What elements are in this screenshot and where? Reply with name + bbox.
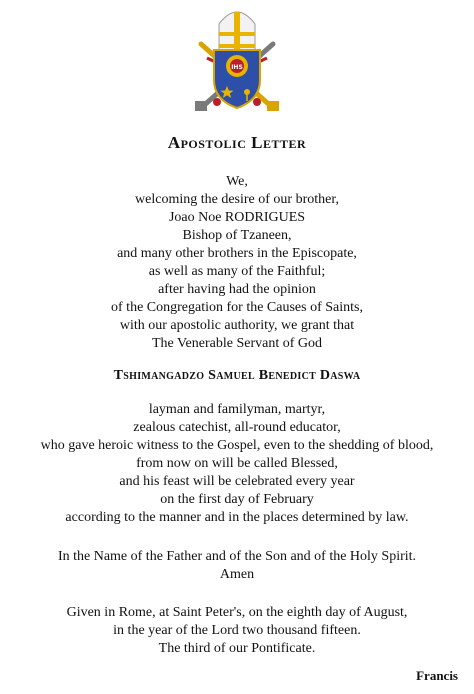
decree-paragraph: [0, 401, 474, 527]
blessing-paragraph: [0, 548, 474, 584]
text-line: on the first day of February: [160, 492, 314, 507]
text-line: and his feast will be celebrated every year: [119, 474, 355, 489]
text-line: of the Congregation for the Causes of Saints,: [111, 300, 363, 315]
text-line: with our apostolic authority, we grant that: [119, 318, 355, 333]
text-line: zealous catechist, all-round educator,: [133, 420, 341, 435]
text-line: in the year of the Lord two thousand fifteen.: [113, 623, 361, 638]
text-line: as well as many of the Faithful;: [148, 264, 326, 279]
intro-paragraph: [0, 173, 474, 353]
text-line: In the Name of the Father and of the Son and of the Holy Spirit.: [57, 549, 417, 564]
text-line: Joao Noe RODRIGUES: [168, 210, 306, 225]
text-line: after having had the opinion: [158, 282, 316, 297]
text-line: according to the manner and in the places determined by law.: [65, 510, 409, 525]
text-line: The Venerable Servant of God: [151, 336, 323, 351]
text-line: from now on will be called Blessed,: [136, 456, 338, 471]
text-line: The third of our Pontificate.: [158, 641, 316, 656]
text-line: We,: [226, 174, 248, 189]
text-line: welcoming the desire of our brother,: [135, 192, 339, 207]
signature: Francis: [416, 668, 458, 683]
text-line: Bishop of Tzaneen,: [182, 228, 292, 243]
document-title: Apostolic Letter: [167, 133, 307, 152]
text-line: who gave heroic witness to the Gospel, even to the shedding of blood,: [40, 438, 434, 453]
papal-coat-of-arms-icon: [187, 4, 287, 116]
svg-text:IHS: IHS: [231, 64, 243, 71]
text-line: Amen: [219, 567, 255, 582]
text-line: Given in Rome, at Saint Peter's, on the eighth day of August,: [66, 605, 408, 620]
closing-paragraph: [0, 604, 474, 658]
text-line: layman and familyman, martyr,: [148, 402, 326, 417]
beatified-name: Tshimangadzo Samuel Benedict Daswa: [113, 368, 361, 383]
text-line: and many other brothers in the Episcopate,: [117, 246, 357, 261]
